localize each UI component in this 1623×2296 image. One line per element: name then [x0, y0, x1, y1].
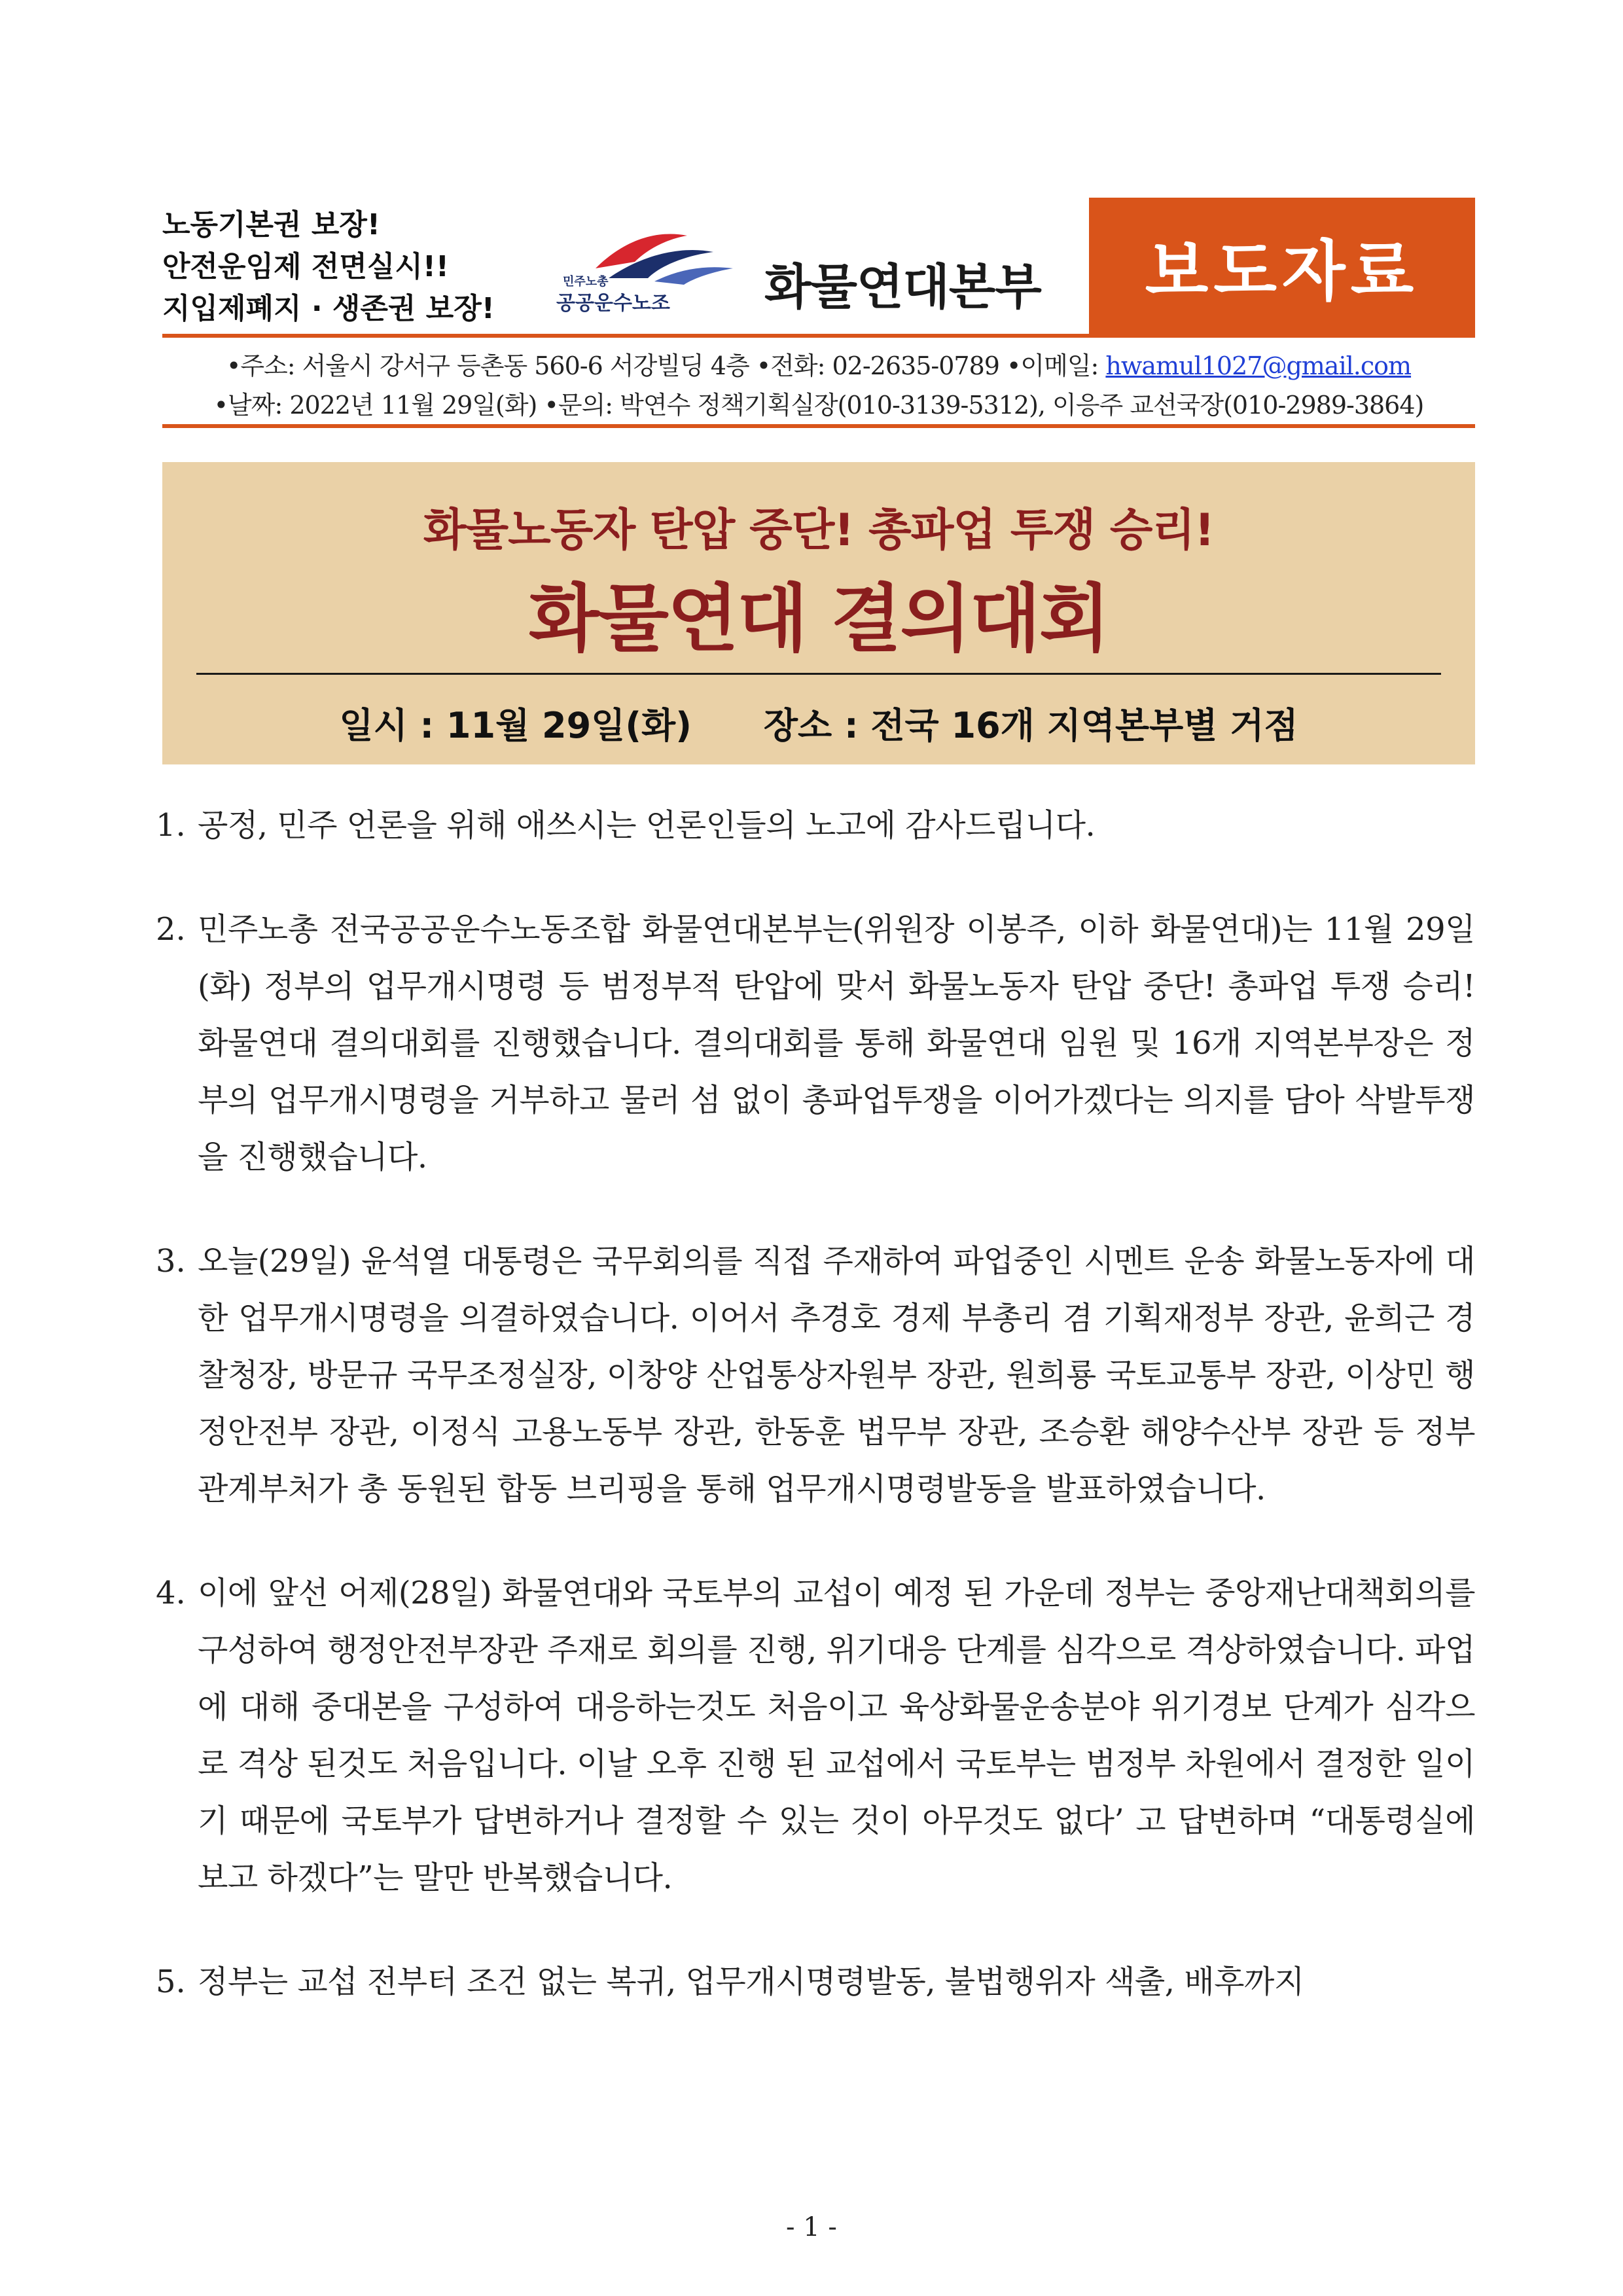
email-link[interactable]: hwamul1027@gmail.com [1105, 351, 1412, 380]
page-number: - 1 - [786, 2212, 837, 2242]
event-info [162, 698, 1475, 748]
slogan-1: 노동기본권 보장! [162, 208, 380, 242]
contact-line-1 [162, 346, 1475, 382]
header-rule-top [162, 334, 1475, 338]
logo-union-text: 공공운수노조 [556, 292, 670, 315]
slogan-3: 지입제폐지 · 생존권 보장! [162, 292, 495, 325]
contact-address: •주소: 서울시 강서구 등촌동 560-6 서강빌딩 4층 •전화: 02-2635-0789 •이메일: [226, 351, 1106, 380]
list-item [156, 901, 1475, 1186]
item-number: 2. [156, 911, 186, 948]
event-place: 장소 : 전국 16개 지역본부별 거점 [763, 705, 1298, 746]
item-number: 5. [156, 1964, 186, 2000]
contact-line-2: •날짜: 2022년 11월 29일(화) •문의: 박연수 정책기획실장(010-3139-5312), 이응주 교선국장(010-2989-3864) [213, 391, 1424, 420]
title-box [162, 462, 1475, 764]
item-text: 정부는 교섭 전부터 조건 없는 복귀, 업무개시명령발동, 불법행위자 색출, 배후까지 [198, 1964, 1304, 2000]
header-rule-bottom [162, 424, 1475, 428]
title-subtitle: 화물노동자 탄압 중단! 총파업 투쟁 승리! [423, 505, 1215, 556]
item-text: 민주노총 전국공공운수노동조합 화물연대본부는(위원장 이봉주, 이하 화물연대)는 11월 29일(화) 정부의 업무개시명령 등 범정부적 탄압에 맞서 화물노동자 탄압 중단! 총파업 투쟁 승리! 화물연대 결의대회를 진행했습니다. 결의대회를 통해 화물연대 임원 및 16개 지역본부장은 정부의 업무개시명령을 거부하고 물러 섬 없이 총파업투쟁을 이어가겠다는 의지를 담아 삭발투쟁을 진행했습니다. [198, 911, 1475, 1175]
list-item [156, 1233, 1475, 1518]
item-number: 3. [156, 1243, 186, 1280]
slogans [162, 204, 529, 330]
press-release-badge: 보도자료 [1089, 198, 1475, 334]
title-main: 화물연대 결의대회 [528, 577, 1109, 662]
item-number: 1. [156, 807, 186, 844]
press-body [156, 797, 1475, 2058]
list-item [156, 1954, 1475, 2011]
title-divider [196, 673, 1441, 675]
item-number: 4. [156, 1575, 186, 1611]
list-item [156, 797, 1475, 854]
list-item [156, 1565, 1475, 1907]
org-name: 화물연대본부 [764, 259, 1041, 315]
event-date: 일시 : 11월 29일(화) [339, 705, 692, 746]
logo-small-text: 민주노총 [563, 275, 609, 289]
item-text: 공정, 민주 언론을 위해 애쓰시는 언론인들의 노고에 감사드립니다. [198, 807, 1096, 844]
union-logo [556, 216, 740, 321]
item-text: 오늘(29일) 윤석열 대통령은 국무회의를 직접 주재하여 파업중인 시멘트 운송 화물노동자에 대한 업무개시명령을 의결하였습니다. 이어서 추경호 경제 부총리 겸 기획재정부 장관, 윤희근 경찰청장, 방문규 국무조정실장, 이창양 산업통상자원부 장관, 원희룡 국토교통부 장관, 이상민 행정안전부 장관, 이정식 고용노동부 장관, 한동훈 법무부 장관, 조승환 해양수산부 장관 등 정부 관계부처가 총 동원된 합동 브리핑을 통해 업무개시명령발동을 발표하였습니다. [198, 1243, 1475, 1507]
item-text: 이에 앞선 어제(28일) 화물연대와 국토부의 교섭이 예정 된 가운데 정부는 중앙재난대책회의를 구성하여 행정안전부장관 주재로 회의를 진행, 위기대응 단계를 심각으로 격상하였습니다. 파업에 대해 중대본을 구성하여 대응하는것도 처음이고 육상화물운송분야 위기경보 단계가 심각으로 격상 된것도 처음입니다. 이날 오후 진행 된 교섭에서 국토부는 범정부 차원에서 결정한 일이기 때문에 국토부가 답변하거나 결정할 수 있는 것이 아무것도 없다’ 고 답변하며 “대통령실에 보고 하겠다”는 말만 반복했습니다. [198, 1575, 1475, 1896]
slogan-2: 안전운임제 전면실시!! [162, 250, 449, 283]
